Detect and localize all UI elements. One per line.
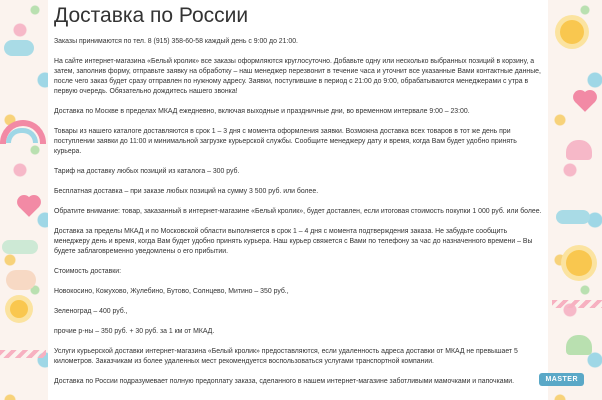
paragraph-free-delivery: Бесплатная доставка – при заказе любых позиций на сумму 3 500 руб. или более. [54, 188, 319, 195]
paragraph-russia-delivery: Доставка по России подразумевает полную предоплату заказа, сделанного в нашем интернет-магазине заботливыми мамочками и папочками. [54, 378, 515, 385]
rocking-horse-icon [6, 270, 36, 290]
paragraph-cost-other: прочие р-ны – 350 руб. + 30 руб. за 1 км от МКАД. [54, 328, 215, 335]
heart-icon [19, 197, 39, 217]
stroller-icon [566, 335, 592, 355]
watermark-logo: MASTER [539, 373, 584, 386]
heart-icon [575, 92, 595, 112]
paragraph-region-delivery: Доставка за пределы МКАД и по Московской области выполняется в срок 1 – 4 дня с момента подтверждения заказа. Не забудьте сообщить менеджеру день и время, когда Вам будет удобно принять курьера. Наш курьер свяжется с Вами по телефону за час до назначенного времени – Вы будете заблаговременно уведомлены о его прибытии. [54, 228, 533, 255]
sun-icon [560, 20, 584, 44]
delivery-content [48, 0, 548, 400]
zigzag-decoration [552, 300, 602, 308]
cloud-icon [4, 40, 34, 56]
paragraph-cost-zelenograd: Зеленоград – 400 руб., [54, 308, 128, 315]
zigzag-decoration [0, 350, 46, 358]
cloud-icon [2, 240, 38, 254]
paragraph-moscow-delivery: Доставка по Москве в пределах МКАД ежедневно, включая выходные и праздничные дни, во временном интервале 9:00 – 23:00. [54, 108, 470, 115]
paragraph-cost-heading: Стоимость доставки: [54, 268, 122, 275]
paragraph-ordering: На сайте интернет-магазина «Белый кролик» все заказы оформляются круглосуточно. Добавьте одну или несколько выбранных позиций в корзину, а затем, заполнив форму, отправьте заявку на обработку – наш менеджер перезвонит в течение часа и уточнит все указанные Вами контактные данные, после чего заказ будет сразу отправлен по нужному адресу. Заявки, поступившие в период с 21:00 до 9:00, обрабатываются менеджерами с утра в первую очередь. Обязательно дождитесь нашего звонка! [54, 58, 541, 95]
stroller-icon [566, 140, 592, 160]
paragraph-tariff: Тариф на доставку любых позиций из каталога – 300 руб. [54, 168, 240, 175]
sun-icon [10, 300, 28, 318]
paragraph-courier-limits: Услуги курьерской доставки интернет-магазина «Белый кролик» предоставляются, если удаленность адреса доставки от МКАД не превышает 5 километров. Заказчикам из более удаленных мест рекомендуется воспользоваться услугами транспортной компании. [54, 348, 518, 365]
paragraph-cost-districts: Новокосино, Кожухово, Жулебино, Бутово, Солнцево, Митино – 350 руб., [54, 288, 289, 295]
paragraph-phone: Заказы принимаются по тел. 8 (915) 358-60-58 каждый день с 9:00 до 21:00. [54, 38, 298, 45]
paragraph-minimum-order: Обратите внимание: товар, заказанный в интернет-магазине «Белый кролик», будет доставлен, если итоговая стоимость покупки 1 000 руб. или более. [54, 208, 542, 215]
cloud-icon [556, 210, 590, 224]
sun-icon [566, 250, 592, 276]
page-title: Доставка по России [54, 4, 249, 27]
paragraph-delivery-terms: Товары из нашего каталоге доставляются в срок 1 – 3 дня с момента оформления заявки. Возможна доставка всех товаров в тот же день при поступлении заявки до 11:00 и минимальной загрузке курьерской службы. Сообщите менеджеру дату и время, когда Вам будет удобно принять курьера. [54, 128, 517, 155]
